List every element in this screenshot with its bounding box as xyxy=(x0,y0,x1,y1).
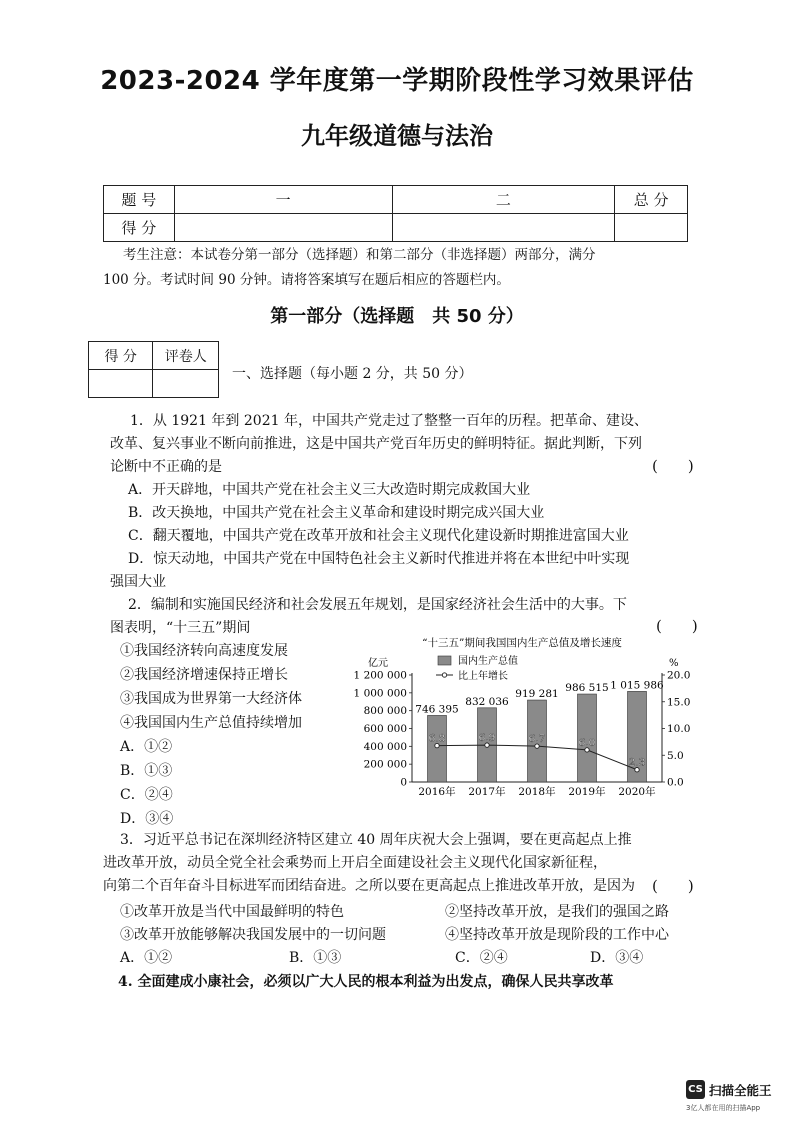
score-cell-part2 xyxy=(392,214,615,242)
chart-left-unit: 亿元 xyxy=(368,658,388,669)
gdp-bar-value-label: 746 395 xyxy=(415,703,459,716)
q2-option-c: C．②④ xyxy=(120,787,173,803)
score-table-header-part2: 二 xyxy=(392,186,615,214)
score-table-header-part1: 一 xyxy=(174,186,392,214)
camscanner-tagline: 3亿人都在用的扫描App xyxy=(686,1104,761,1112)
right-axis-tick-label: 5.0 xyxy=(667,749,684,762)
q1-option-c: C．翻天覆地，中国共产党在改革开放和社会主义现代化建设新时期推进富国大业 xyxy=(128,528,629,544)
q3-statement-1: ①改革开放是当代中国最鲜明的特色 xyxy=(120,904,344,920)
q2-line-2: 图表明，“十三五”期间 xyxy=(110,620,251,636)
gdp-bar-value-label: 986 515 xyxy=(565,682,609,695)
legend-line-marker xyxy=(442,673,446,677)
gdp-chart xyxy=(350,632,695,812)
legend-bar-label: 国内生产总值 xyxy=(458,656,518,667)
right-axis-tick-label: 10.0 xyxy=(667,723,691,735)
q3-line-3: 向第二个百年奋斗目标进军而团结奋进。之所以要在更高起点上推进改革开放，是因为 xyxy=(103,878,635,894)
growth-rate-label: 6.9 xyxy=(478,732,496,745)
left-axis-tick-label: 600 000 xyxy=(363,723,407,735)
q3-option-b: B．①③ xyxy=(289,950,342,966)
right-axis-tick-label: 15.0 xyxy=(667,696,691,709)
part1-title: 第一部分（选择题 共 50 分） xyxy=(270,306,524,327)
camscanner-logo: CS xyxy=(686,1080,705,1099)
q3-statement-4: ④坚持改革开放是现阶段的工作中心 xyxy=(445,927,669,943)
x-axis-category-label: 2016年 xyxy=(418,786,456,798)
gdp-bar xyxy=(428,715,447,782)
q2-statement-3: ③我国成为世界第一大经济体 xyxy=(120,691,302,707)
left-axis-tick-label: 1 200 000 xyxy=(353,669,407,682)
q1-option-d: D．惊天动地，中国共产党在中国特色社会主义新时代推进并将在本世纪中叶实现 xyxy=(128,551,630,567)
score-table-header-label: 题 号 xyxy=(104,186,175,214)
score-cell-part1 xyxy=(174,214,392,242)
notice-line-2: 100 分。考试时间 90 分钟。请将答案填写在题后相应的答题栏内。 xyxy=(103,272,510,288)
q1-option-b: B．改天换地，中国共产党在社会主义革命和建设时期完成兴国大业 xyxy=(128,505,545,521)
q3-answer-paren: ( ) xyxy=(652,877,694,895)
x-axis-category-label: 2019年 xyxy=(568,786,606,798)
grader-header-reviewer: 评卷人 xyxy=(153,342,219,370)
gdp-bar-value-label: 1 015 986 xyxy=(610,679,664,692)
right-axis-tick-label: 0.0 xyxy=(667,776,684,789)
exam-title: 2023-2024 学年度第一学期阶段性学习效果评估 xyxy=(100,66,694,96)
q4-line-1: 4. 全面建成小康社会，必须以广大人民的根本利益为出发点，确保人民共享改革 xyxy=(118,974,614,990)
q3-option-d: D．③④ xyxy=(590,950,644,966)
left-axis-tick-label: 0 xyxy=(400,776,407,789)
q2-statement-4: ④我国国内生产总值持续增加 xyxy=(120,715,302,731)
q2-statement-1: ①我国经济转向高速度发展 xyxy=(120,643,288,659)
q3-line-2: 进改革开放，动员全党全社会乘势而上开启全面建设社会主义现代化国家新征程， xyxy=(103,855,607,871)
grader-header-score: 得 分 xyxy=(89,342,153,370)
grader-cell-score xyxy=(89,370,153,398)
score-table-header-total: 总 分 xyxy=(615,186,688,214)
q3-option-c: C．②④ xyxy=(455,950,508,966)
score-cell-total xyxy=(615,214,688,242)
q3-line-1: 3．习近平总书记在深圳经济特区建立 40 周年庆祝大会上强调，要在更高起点上推 xyxy=(120,832,632,848)
exam-subtitle: 九年级道德与法治 xyxy=(301,122,493,150)
x-axis-category-label: 2017年 xyxy=(468,786,506,798)
growth-rate-label: 6.7 xyxy=(528,733,546,746)
chart-right-unit: % xyxy=(669,658,679,669)
q2-answer-paren: ( ) xyxy=(656,617,698,635)
legend-bar-swatch xyxy=(438,656,451,665)
q1-line-1: 1．从 1921 年到 2021 年，中国共产党走过了整整一百年的历程。把革命、建设、 xyxy=(130,413,648,429)
q1-option-d-cont: 强国大业 xyxy=(110,574,166,590)
left-axis-tick-label: 800 000 xyxy=(363,705,407,718)
camscanner-name: 扫描全能王 xyxy=(709,1083,772,1098)
q3-statement-2: ②坚持改革开放，是我们的强国之路 xyxy=(445,904,669,920)
left-axis-tick-label: 400 000 xyxy=(363,740,407,753)
q3-option-a: A．①② xyxy=(120,950,173,966)
left-axis-tick-label: 200 000 xyxy=(363,758,407,771)
q2-line-1: 2．编制和实施国民经济和社会发展五年规划，是国家经济社会生活中的大事。下 xyxy=(128,597,627,613)
q2-option-d: D．③④ xyxy=(120,811,174,827)
x-axis-category-label: 2020年 xyxy=(618,786,656,798)
section-label: 一、选择题（每小题 2 分，共 50 分） xyxy=(232,366,473,382)
legend-line-label: 比上年增长 xyxy=(458,671,508,682)
q1-option-a: A．开天辟地，中国共产党在社会主义三大改造时期完成救国大业 xyxy=(128,482,531,498)
gdp-bar-value-label: 832 036 xyxy=(465,695,509,708)
q2-statement-2: ②我国经济增速保持正增长 xyxy=(120,667,288,683)
left-axis-tick-label: 1 000 000 xyxy=(353,687,407,700)
grader-table xyxy=(88,341,219,398)
q1-answer-paren: ( ) xyxy=(652,457,694,475)
score-table xyxy=(103,185,688,242)
x-axis-category-label: 2018年 xyxy=(518,786,556,798)
growth-rate-label: 6.8 xyxy=(428,732,446,745)
notice-line-1: 考生注意：本试卷分第一部分（选择题）和第二部分（非选择题）两部分，满分 xyxy=(123,247,596,263)
q2-option-a: A．①② xyxy=(120,739,173,755)
right-axis-tick-label: 20.0 xyxy=(667,669,691,682)
q1-line-2: 改革、复兴事业不断向前推进，这是中国共产党百年历史的鲜明特征。据此判断，下列 xyxy=(110,436,642,452)
chart-title: “十三五”期间我国国内生产总值及增长速度 xyxy=(422,637,622,649)
q2-option-b: B．①③ xyxy=(120,763,173,779)
gdp-bar-value-label: 919 281 xyxy=(515,688,559,701)
score-table-row-label: 得 分 xyxy=(104,214,175,242)
q1-line-3: 论断中不正确的是 xyxy=(110,459,222,475)
q3-statement-3: ③改革开放能够解决我国发展中的一切问题 xyxy=(120,927,386,943)
growth-rate-label: 6.0 xyxy=(578,736,596,749)
grader-cell-reviewer xyxy=(153,370,219,398)
growth-rate-label: 2.3 xyxy=(628,756,646,769)
